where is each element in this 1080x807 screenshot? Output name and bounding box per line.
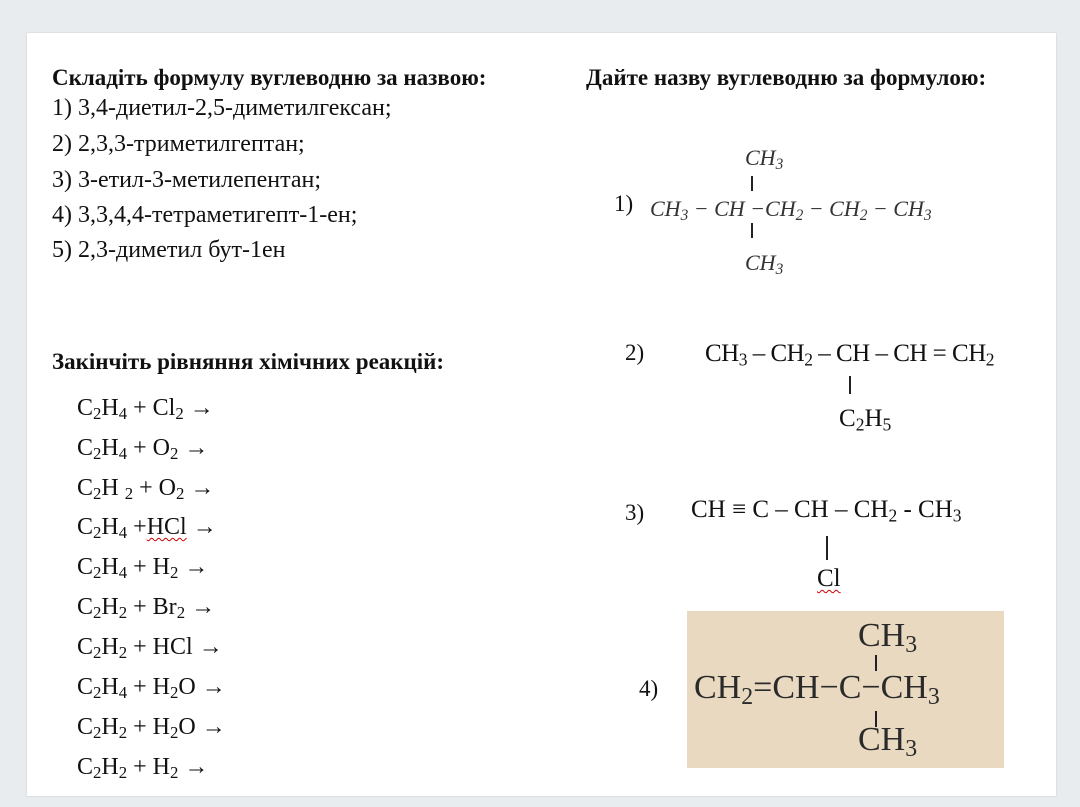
equation-lhs: $C_2H$ $_2 + O_2$ <box>77 475 185 504</box>
equation-row <box>77 754 208 783</box>
equation-lhs: $C_2H_4 + Cl_2$ <box>77 395 184 424</box>
formula-2-number: 2) <box>625 340 645 365</box>
formula-3-branch: Cl <box>817 565 841 592</box>
equation-lhs: $C_2H_4 + O_2$ <box>77 435 179 464</box>
worksheet-page <box>27 33 1056 796</box>
formula-1-bond-down <box>751 223 753 238</box>
formula-1-bottom-branch: $CH_3$ <box>745 250 784 278</box>
equation-lhs: $C_2H_4 +HCl$ <box>77 514 187 543</box>
arrow-icon: → <box>190 475 215 501</box>
formula-3-bond <box>826 536 828 560</box>
equation-lhs: $C_2H_4 + H_2$ <box>77 554 179 583</box>
arrow-icon: → <box>184 754 209 780</box>
formula-1-bond-up <box>751 176 753 191</box>
arrow-icon: → <box>189 395 214 421</box>
formula-1-main-chain: $CH_3$ − CH $-CH_2 - CH_2 - CH_3$ <box>650 196 932 224</box>
arrow-icon: → <box>198 634 223 660</box>
equation-row <box>77 554 208 583</box>
heading-compose-formula: Складіть формулу вуглеводню за назвою: <box>52 65 487 90</box>
equation-row <box>77 674 226 703</box>
equation-row <box>77 475 214 504</box>
name-item-5: 5) 2,3-диметил бут-1ен <box>52 237 286 263</box>
equation-lhs: $C_2H_4 + H_2O$ <box>77 674 196 703</box>
formula-4-number: 4) <box>639 676 659 701</box>
formula-3-number: 3) <box>625 500 645 525</box>
equation-row <box>77 594 215 623</box>
arrow-icon: → <box>192 514 217 540</box>
heading-name-hydrocarbon: Дайте назву вуглеводню за формулою: <box>586 65 987 90</box>
name-item-2: 2) 2,3,3-триметилгептан; <box>52 131 305 157</box>
equation-row <box>77 514 217 543</box>
formula-2-main-chain: $CH_3 - CH_2$ – CH – CH = $CH_2$ <box>705 340 995 370</box>
equation-lhs: $C_2H_2 + H_2$ <box>77 754 179 783</box>
formula-2-bond <box>849 376 851 394</box>
equation-row <box>77 634 223 663</box>
formula-4-top-branch: $CH_3$ <box>858 617 918 658</box>
equation-row <box>77 714 226 743</box>
formula-1-number: 1) <box>614 191 634 216</box>
name-item-3: 3) 3-етил-3-метилепентан; <box>52 167 322 193</box>
formula-4-main-chain: $CH_2=CH-C-CH_3$ <box>694 669 940 710</box>
formula-2-branch: $C_2H_5$ <box>839 405 892 435</box>
equation-lhs: $C_2H_2 + Br_2$ <box>77 594 186 623</box>
name-item-1: 1) 3,4-диетил-2,5-диметилгексан; <box>52 95 392 121</box>
arrow-icon: → <box>184 554 209 580</box>
formula-4-bottom-branch: $CH_3$ <box>858 721 918 762</box>
heading-complete-equations: Закінчіть рівняння хімічних реакцій: <box>52 349 445 374</box>
formula-4-image <box>687 611 1004 768</box>
equation-row <box>77 395 214 424</box>
equation-lhs: $C_2H_2 + H_2O$ <box>77 714 196 743</box>
arrow-icon: → <box>184 435 209 461</box>
formula-3-main-chain: CH ≡ C – CH – $CH_2 - CH_3$ <box>691 496 962 526</box>
name-item-4: 4) 3,3,4,4-тетраметигепт-1-ен; <box>52 202 358 228</box>
arrow-icon: → <box>201 674 226 700</box>
arrow-icon: → <box>201 714 226 740</box>
formula-1-top-branch: $CH_3$ <box>745 145 784 173</box>
arrow-icon: → <box>191 594 216 620</box>
equation-row <box>77 435 208 464</box>
equation-lhs: $C_2H_2$ + HCl <box>77 634 193 663</box>
